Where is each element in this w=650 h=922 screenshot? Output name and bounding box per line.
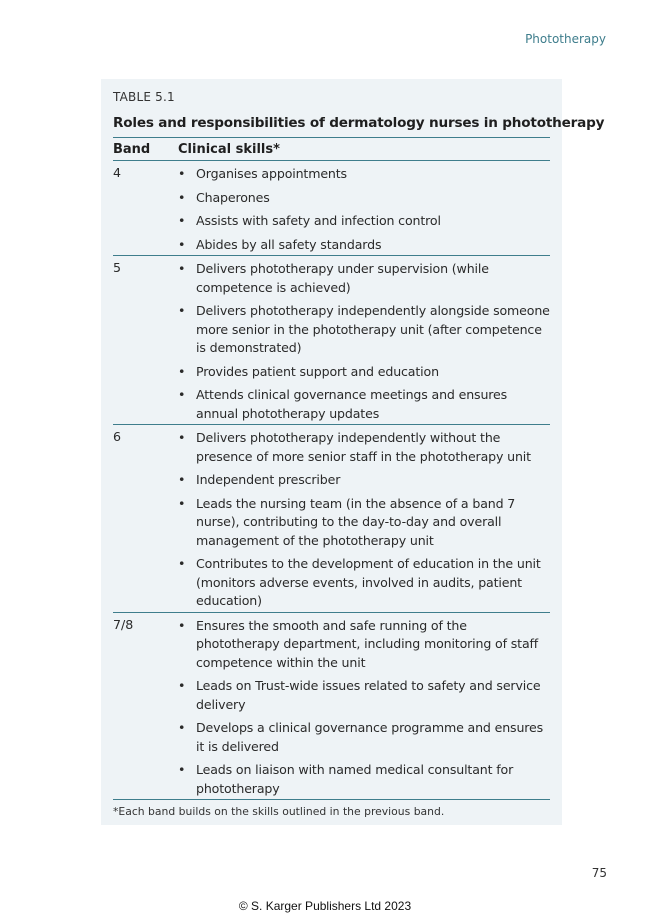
band-label: 4 [113, 165, 122, 180]
skills-list [113, 617, 550, 799]
bullet-icon: • [178, 495, 186, 511]
list-item [178, 617, 550, 673]
skill-text: Independent prescriber [196, 472, 341, 487]
bullet-icon: • [178, 430, 186, 445]
skill-text: Assists with safety and infection control [196, 213, 441, 228]
list-item [178, 719, 550, 756]
list-item [178, 495, 550, 551]
list-item [178, 677, 550, 714]
list-item [178, 236, 550, 255]
table-row [113, 161, 550, 256]
skill-text: Provides patient support and education [196, 363, 439, 379]
bullet-icon: • [178, 617, 186, 633]
skill-text: Delivers phototherapy under supervision (while competence is achieved) [196, 261, 489, 295]
bullet-icon: • [178, 472, 186, 487]
skill-text: Leads on liaison with named medical consultant for phototherapy [196, 762, 514, 796]
list-item [178, 165, 550, 184]
table-title: Roles and responsibilities of dermatology nurses in phototherapy [113, 115, 605, 131]
column-header-clinical-skills: Clinical skills* [178, 142, 280, 157]
bullet-icon: • [178, 213, 186, 228]
bullet-icon: • [178, 189, 186, 205]
list-item [178, 363, 550, 382]
list-item [178, 189, 550, 208]
list-item [178, 212, 550, 231]
table-footnote: *Each band builds on the skills outlined in the previous band. [113, 805, 445, 818]
list-item [178, 471, 550, 490]
skill-text: Leads the nursing team (in the absence of a band 7 nurse), contributing to the day-to-day and overall management of the phototherapy unit [196, 495, 516, 548]
bullet-icon: • [178, 720, 186, 735]
bullet-icon: • [178, 261, 186, 276]
bullet-icon: • [178, 166, 186, 181]
list-item [178, 386, 550, 423]
bullet-icon: • [178, 236, 186, 252]
bullet-icon: • [178, 303, 186, 318]
list-item [178, 260, 550, 297]
table-row [113, 613, 550, 801]
band-label: 7/8 [113, 616, 134, 632]
skills-list [113, 260, 550, 423]
skill-text: Contributes to the development of education in the unit (monitors adverse events, involved in audits, patient education) [196, 556, 541, 608]
bullet-icon: • [178, 556, 186, 571]
skill-text: Organises appointments [196, 166, 347, 181]
skill-text: Develops a clinical governance programme and ensures it is delivered [196, 720, 544, 754]
bullet-icon: • [178, 363, 186, 379]
skill-text: Delivers phototherapy independently alongside someone more senior in the phototherapy unit (after competence is demonstrated) [196, 303, 550, 355]
running-header: Phototherapy [525, 32, 606, 46]
skill-text: Chaperones [196, 189, 270, 205]
table-row [113, 256, 550, 425]
skill-text: Attends clinical governance meetings and ensures annual phototherapy updates [196, 387, 508, 421]
band-label: 6 [113, 429, 122, 444]
table-row [113, 425, 550, 613]
band-label: 5 [113, 260, 122, 275]
bullet-icon: • [178, 762, 186, 777]
skills-list [113, 429, 550, 611]
skills-list [113, 165, 550, 254]
list-item [178, 302, 550, 358]
list-item [178, 429, 550, 466]
column-header-band: Band [113, 142, 151, 157]
table-label: TABLE 5.1 [113, 90, 175, 104]
list-item [178, 761, 550, 798]
page-number: 75 [591, 866, 607, 880]
skill-text: Abides by all safety standards [196, 236, 382, 252]
table-5-1 [101, 79, 605, 825]
skill-text: Ensures the smooth and safe running of the phototherapy department, including monitoring of staff competence within the unit [196, 617, 539, 670]
bullet-icon: • [178, 387, 186, 402]
list-item [178, 555, 550, 611]
copyright-notice: © S. Karger Publishers Ltd 2023 [238, 899, 412, 913]
table-header-row [113, 137, 550, 161]
bullet-icon: • [178, 678, 186, 693]
skill-text: Delivers phototherapy independently without the presence of more senior staff in the phototherapy unit [196, 430, 531, 464]
skill-text: Leads on Trust-wide issues related to safety and service delivery [196, 678, 541, 712]
